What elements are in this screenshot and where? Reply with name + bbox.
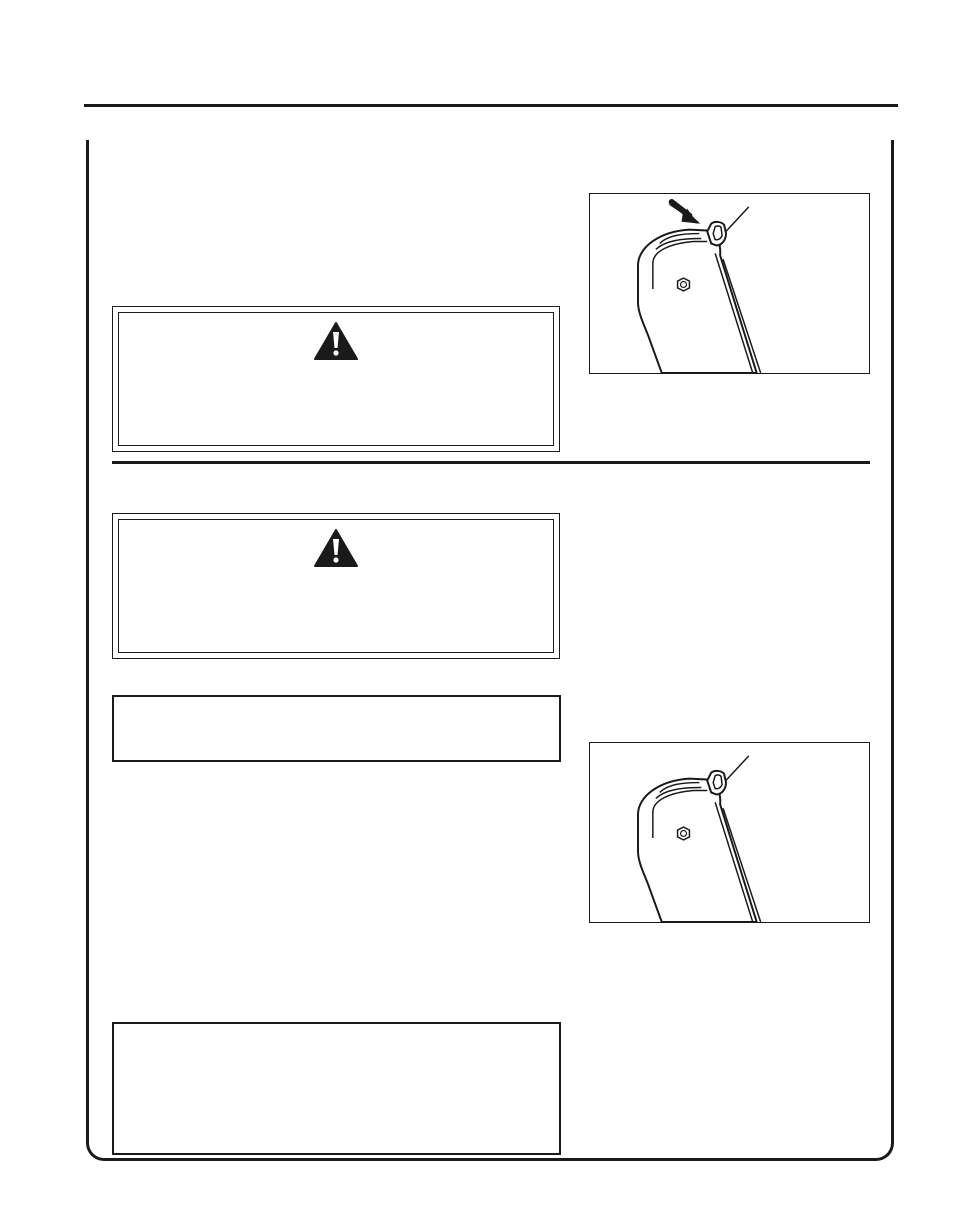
warning-box [112,513,560,659]
bar-tip-illustration [590,194,869,373]
leader-line [723,207,749,235]
leader-line [723,756,749,784]
figure-bar-tip-arrow [589,193,870,374]
figure-bar-tip [589,742,870,923]
note-box [112,695,561,762]
arrow-pointer-icon [668,202,701,224]
bar-tip-illustration [590,743,869,922]
warning-box [112,306,560,452]
warning-triangle-icon [313,528,359,568]
section-divider [112,461,870,464]
warning-triangle-icon [313,321,359,361]
header-rule [84,104,898,107]
note-box [112,1022,561,1155]
